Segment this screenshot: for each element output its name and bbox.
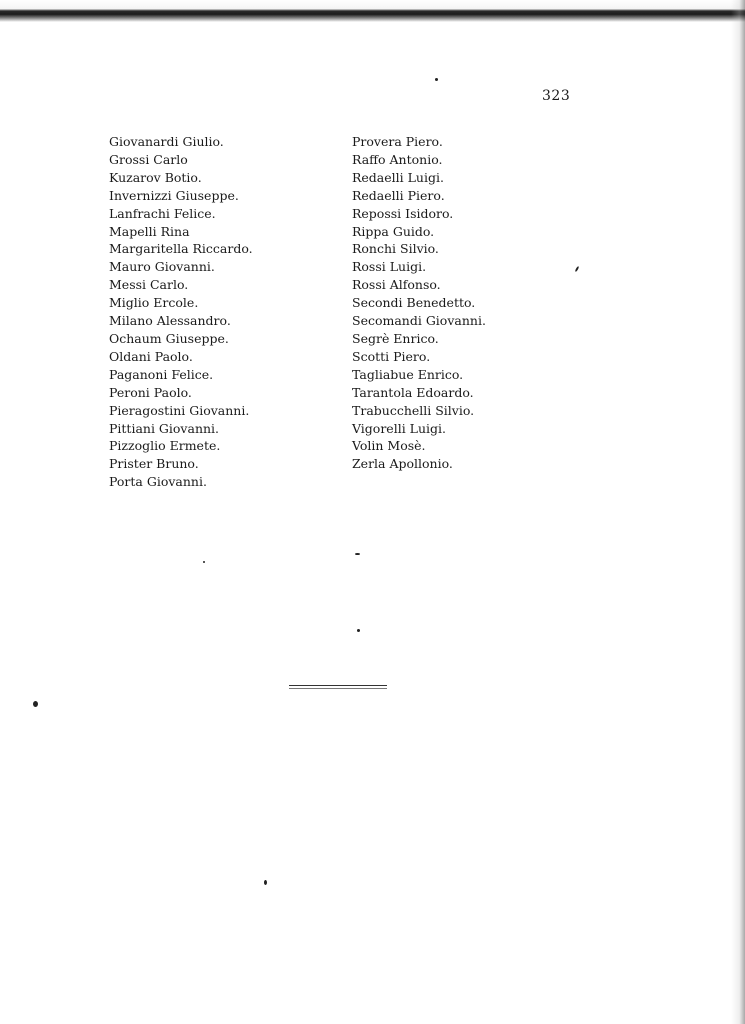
- name-list-left: [109, 133, 253, 491]
- name-entry: Margaritella Riccardo.: [109, 241, 253, 257]
- name-entry: Ronchi Silvio.: [352, 241, 439, 257]
- name-entry: Scotti Piero.: [352, 348, 431, 364]
- name-entry: Prister Bruno.: [109, 456, 199, 472]
- name-entry: Mapelli Rina: [109, 223, 190, 239]
- name-entry: Porta Giovanni.: [109, 474, 207, 490]
- name-entry: Milano Alessandro.: [109, 313, 231, 329]
- name-entry: Kuzarov Botio.: [109, 169, 202, 185]
- name-entry: Vigorelli Luigi.: [352, 420, 446, 436]
- page-number: 323: [542, 88, 571, 104]
- name-entry: Paganoni Felice.: [109, 366, 214, 382]
- name-entry: Ochaum Giuseppe.: [109, 330, 229, 346]
- scan-speck: [435, 78, 438, 81]
- name-entry: Secondi Benedetto.: [352, 295, 476, 311]
- name-entry: Trabucchelli Silvio.: [352, 402, 475, 418]
- scan-right-edge: [731, 0, 745, 1024]
- name-entry: Raffo Antonio.: [352, 151, 443, 167]
- name-entry: Invernizzi Giuseppe.: [109, 187, 239, 203]
- name-entry: Provera Piero.: [352, 134, 443, 149]
- scan-speck: [264, 880, 267, 885]
- scan-speck: [357, 629, 360, 632]
- scan-speck: [33, 701, 38, 707]
- name-entry: Rippa Guido.: [352, 223, 435, 239]
- name-entry: Miglio Ercole.: [109, 295, 199, 311]
- scan-top-edge: [0, 0, 745, 22]
- name-entry: Repossi Isidoro.: [352, 205, 454, 221]
- name-entry: Segrè Enrico.: [352, 330, 439, 346]
- name-entry: Mauro Giovanni.: [109, 259, 215, 275]
- name-entry: Redaelli Piero.: [352, 187, 445, 203]
- name-entry: Rossi Luigi.: [352, 259, 427, 275]
- scan-speck: [575, 266, 580, 272]
- closing-rule: [289, 685, 387, 689]
- name-entry: Tarantola Edoardo.: [352, 384, 474, 400]
- name-entry: Tagliabue Enrico.: [352, 366, 464, 382]
- name-entry: Pieragostini Giovanni.: [109, 402, 250, 418]
- name-entry: Messi Carlo.: [109, 277, 189, 293]
- name-list-right: [352, 133, 486, 473]
- name-entry: Pizzoglio Ermete.: [109, 438, 221, 454]
- name-entry: Peroni Paolo.: [109, 384, 192, 400]
- name-entry: Lanfrachi Felice.: [109, 205, 216, 221]
- name-entry: Volin Mosè.: [352, 438, 426, 454]
- name-entry: Grossi Carlo: [109, 151, 188, 167]
- name-entry: Pittiani Giovanni.: [109, 420, 220, 436]
- name-entry: Redaelli Luigi.: [352, 169, 444, 185]
- name-entry: Zerla Apollonio.: [352, 456, 453, 472]
- name-entry: Oldani Paolo.: [109, 348, 193, 364]
- scan-speck: [355, 553, 360, 555]
- scan-speck: [203, 561, 205, 563]
- name-entry: Secomandi Giovanni.: [352, 313, 486, 329]
- name-entry: Rossi Alfonso.: [352, 277, 441, 293]
- name-entry: Giovanardi Giulio.: [109, 134, 224, 149]
